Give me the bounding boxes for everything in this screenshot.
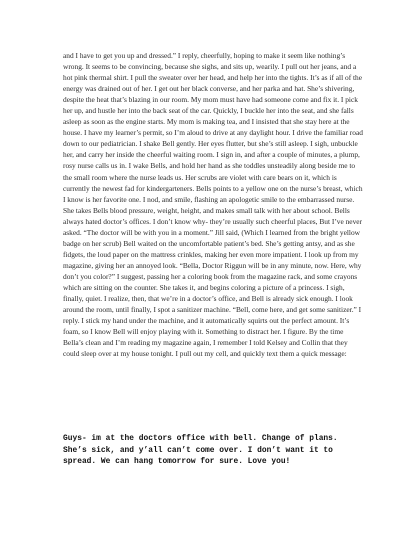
text-message-block: Guys- im at the doctors office with bell. Change of plans. She’s sick, and y’all can’t come over. I don’t want it to spread. We can hang tomorrow for sure. Love you!: [63, 434, 338, 467]
story-paragraph: and I have to get you up and dressed.” I reply, cheerfully, hoping to make it seem like nothing’s wrong. It seems to be convincing, because she sighs, and sits up, wearily. I pull out her jeans, and a hot pink thermal shirt. I pull the sweater over her head, and help her into the tights. It’s as if all of the energy was drained out of her. I get out her black converse, and her parka and hat. She’s shivering, despite the heat that’s blazing in our room. My mom must have had someone come and fix it. I pick her up, and hustle her into the back seat of the car. Quickly, I buckle her into the seat, and she falls asleep as soon as the engine starts. My mom is making tea, and I insisted that she stay here at the house. I have my learner’s permit, so I’m aloud to drive at any daylight hour. I drive the familiar road down to our pediatrician. I shake Bell gently. Her eyes flutter, but she’s still asleep. I sigh, unbuckle her, and carry her inside the cheerful waiting room. I sign in, and after a couple of minutes, a plump, rosy nurse calls us in. I wake Bells, and hold her hand as she toddles unsteadily along beside me to the small room where the nurse leads us. Her scrubs are violet with care bears on it, which is currently the newest fad for kindergarteners. Bells points to a yellow one on the nurse’s breast, which I know is her favorite one. I nod, and smile, flashing an apologetic smile to the embarrassed nurse. She takes Bells blood pressure, weight, height, and makes small talk with her about school. Bells always hated doctor’s offices. I don’t know why- they’re usually such cheerful places, But I’ve never asked. “The doctor will be with you in a moment.” Jill said, (Which I learned from the bright yellow badge on her scrub) Bell waited on the uncomfortable patient’s bed. She’s getting antsy, and as she fidgets, the loud paper on the mattress crinkles, making her even more impatient. I look up from my magazine, giving her an annoyed look. “Bella, Doctor Riggun will be in any minute, now. Here, why don’t you color?” I suggest, passing her a coloring book from the magazine rack, and some crayons which are sitting on the counter. She takes it, and begins coloring a picture of a princess. I sigh, finally, quiet. I realize, then, that we’re in a doctor’s office, and Bell is already sick enough. I look around the room, until finally, I spot a sanitizer machine. “Bell, come here, and get some sanitizer.” I reply. I stick my hand under the machine, and it automatically squirts out the perfect amount. It’s foam, so I know Bell will enjoy playing with it. Something to distract her. I figure. By the time Bella’s clean and I’m reading my magazine again, I remember I told Kelsey and Collin that they could sleep over at my house tonight. I pull out my cell, and quickly text them a quick message:: [63, 51, 363, 359]
